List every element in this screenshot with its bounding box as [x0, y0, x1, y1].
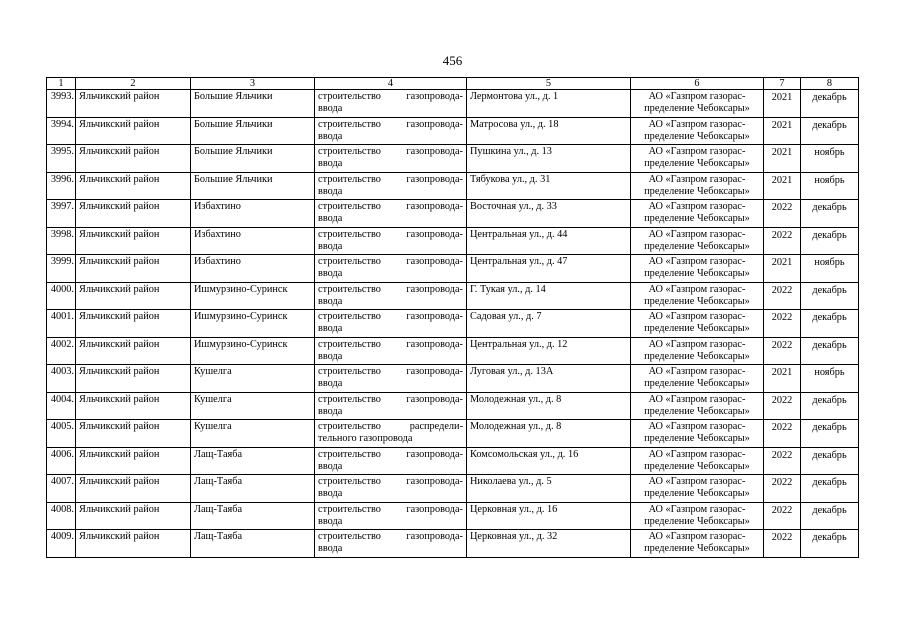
row-number-cell: 4003. — [47, 365, 76, 393]
month-cell: декабрь — [801, 392, 859, 420]
work-type-cell: строительство газопровода-ввода — [315, 337, 467, 365]
table-row — [47, 200, 859, 228]
locality-cell: Ишмурзино-Суринск — [191, 337, 315, 365]
work-type-cell: строительство газопровода-ввода — [315, 90, 467, 118]
column-header: 8 — [801, 78, 859, 90]
month-cell: декабрь — [801, 530, 859, 558]
district-cell: Яльчикский район — [76, 530, 191, 558]
organization-cell: АО «Газпром газорас-пределение Чебоксары» — [631, 420, 764, 448]
table-body — [47, 90, 859, 558]
column-header: 7 — [764, 78, 801, 90]
organization-cell: АО «Газпром газорас-пределение Чебоксары» — [631, 365, 764, 393]
column-header: 6 — [631, 78, 764, 90]
row-number-cell: 4007. — [47, 475, 76, 503]
column-header: 5 — [467, 78, 631, 90]
year-cell: 2022 — [764, 310, 801, 338]
work-type-cell: строительство газопровода-ввода — [315, 172, 467, 200]
organization-cell: АО «Газпром газорас-пределение Чебоксары» — [631, 227, 764, 255]
row-number-cell: 3998. — [47, 227, 76, 255]
year-cell: 2021 — [764, 145, 801, 173]
table-row — [47, 337, 859, 365]
table-row — [47, 227, 859, 255]
work-type-cell: строительство газопровода-ввода — [315, 282, 467, 310]
organization-cell: АО «Газпром газорас-пределение Чебоксары» — [631, 117, 764, 145]
locality-cell: Избахтино — [191, 227, 315, 255]
district-cell: Яльчикский район — [76, 447, 191, 475]
address-cell: Тябукова ул., д. 31 — [467, 172, 631, 200]
district-cell: Яльчикский район — [76, 145, 191, 173]
row-number-cell: 3993. — [47, 90, 76, 118]
year-cell: 2022 — [764, 502, 801, 530]
work-type-cell: строительство газопровода-ввода — [315, 145, 467, 173]
organization-cell: АО «Газпром газорас-пределение Чебоксары» — [631, 200, 764, 228]
year-cell: 2021 — [764, 365, 801, 393]
district-cell: Яльчикский район — [76, 475, 191, 503]
month-cell: декабрь — [801, 310, 859, 338]
year-cell: 2021 — [764, 117, 801, 145]
district-cell: Яльчикский район — [76, 502, 191, 530]
column-header: 3 — [191, 78, 315, 90]
year-cell: 2022 — [764, 447, 801, 475]
table-row — [47, 90, 859, 118]
address-cell: Центральная ул., д. 12 — [467, 337, 631, 365]
district-cell: Яльчикский район — [76, 420, 191, 448]
table-row — [47, 475, 859, 503]
gas-construction-table — [46, 77, 859, 558]
month-cell: декабрь — [801, 90, 859, 118]
organization-cell: АО «Газпром газорас-пределение Чебоксары» — [631, 392, 764, 420]
address-cell: Восточная ул., д. 33 — [467, 200, 631, 228]
work-type-cell: строительство газопровода-ввода — [315, 530, 467, 558]
row-number-cell: 4008. — [47, 502, 76, 530]
district-cell: Яльчикский район — [76, 90, 191, 118]
work-type-cell: строительство газопровода-ввода — [315, 310, 467, 338]
work-type-cell: строительство распредели-тельного газопровода — [315, 420, 467, 448]
work-type-cell: строительство газопровода-ввода — [315, 117, 467, 145]
year-cell: 2022 — [764, 227, 801, 255]
work-type-cell: строительство газопровода-ввода — [315, 502, 467, 530]
work-type-cell: строительство газопровода-ввода — [315, 447, 467, 475]
row-number-cell: 4006. — [47, 447, 76, 475]
locality-cell: Кушелга — [191, 392, 315, 420]
table-row — [47, 255, 859, 283]
column-header: 2 — [76, 78, 191, 90]
address-cell: Садовая ул., д. 7 — [467, 310, 631, 338]
month-cell: ноябрь — [801, 145, 859, 173]
year-cell: 2022 — [764, 420, 801, 448]
table-row — [47, 420, 859, 448]
table-row — [47, 365, 859, 393]
locality-cell: Лащ-Таяба — [191, 475, 315, 503]
month-cell: декабрь — [801, 447, 859, 475]
column-header: 1 — [47, 78, 76, 90]
locality-cell: Избахтино — [191, 255, 315, 283]
month-cell: декабрь — [801, 420, 859, 448]
column-header: 4 — [315, 78, 467, 90]
row-number-cell: 3996. — [47, 172, 76, 200]
table-row — [47, 447, 859, 475]
table-row — [47, 392, 859, 420]
locality-cell: Лащ-Таяба — [191, 502, 315, 530]
year-cell: 2022 — [764, 282, 801, 310]
month-cell: ноябрь — [801, 365, 859, 393]
organization-cell: АО «Газпром газорас-пределение Чебоксары» — [631, 172, 764, 200]
table-row — [47, 282, 859, 310]
address-cell: Центральная ул., д. 44 — [467, 227, 631, 255]
month-cell: декабрь — [801, 117, 859, 145]
district-cell: Яльчикский район — [76, 227, 191, 255]
district-cell: Яльчикский район — [76, 310, 191, 338]
organization-cell: АО «Газпром газорас-пределение Чебоксары» — [631, 145, 764, 173]
table-row — [47, 117, 859, 145]
row-number-cell: 4004. — [47, 392, 76, 420]
district-cell: Яльчикский район — [76, 117, 191, 145]
row-number-cell: 3999. — [47, 255, 76, 283]
organization-cell: АО «Газпром газорас-пределение Чебоксары» — [631, 475, 764, 503]
address-cell: Церковная ул., д. 16 — [467, 502, 631, 530]
district-cell: Яльчикский район — [76, 392, 191, 420]
organization-cell: АО «Газпром газорас-пределение Чебоксары» — [631, 447, 764, 475]
table-row — [47, 502, 859, 530]
year-cell: 2022 — [764, 392, 801, 420]
address-cell: Николаева ул., д. 5 — [467, 475, 631, 503]
address-cell: Молодежная ул., д. 8 — [467, 420, 631, 448]
row-number-cell: 4005. — [47, 420, 76, 448]
address-cell: Молодежная ул., д. 8 — [467, 392, 631, 420]
month-cell: декабрь — [801, 200, 859, 228]
year-cell: 2021 — [764, 172, 801, 200]
locality-cell: Избахтино — [191, 200, 315, 228]
organization-cell: АО «Газпром газорас-пределение Чебоксары» — [631, 255, 764, 283]
locality-cell: Большие Яльчики — [191, 172, 315, 200]
address-cell: Церковная ул., д. 32 — [467, 530, 631, 558]
address-cell: Центральная ул., д. 47 — [467, 255, 631, 283]
work-type-cell: строительство газопровода-ввода — [315, 365, 467, 393]
organization-cell: АО «Газпром газорас-пределение Чебоксары» — [631, 282, 764, 310]
year-cell: 2022 — [764, 337, 801, 365]
organization-cell: АО «Газпром газорас-пределение Чебоксары» — [631, 90, 764, 118]
month-cell: декабрь — [801, 227, 859, 255]
locality-cell: Лащ-Таяба — [191, 447, 315, 475]
organization-cell: АО «Газпром газорас-пределение Чебоксары» — [631, 337, 764, 365]
month-cell: декабрь — [801, 337, 859, 365]
month-cell: ноябрь — [801, 255, 859, 283]
locality-cell: Кушелга — [191, 365, 315, 393]
district-cell: Яльчикский район — [76, 200, 191, 228]
address-cell: Пушкина ул., д. 13 — [467, 145, 631, 173]
district-cell: Яльчикский район — [76, 337, 191, 365]
month-cell: ноябрь — [801, 172, 859, 200]
locality-cell: Лащ-Таяба — [191, 530, 315, 558]
locality-cell: Большие Яльчики — [191, 145, 315, 173]
work-type-cell: строительство газопровода-ввода — [315, 475, 467, 503]
month-cell: декабрь — [801, 475, 859, 503]
district-cell: Яльчикский район — [76, 172, 191, 200]
address-cell: Комсомольская ул., д. 16 — [467, 447, 631, 475]
locality-cell: Ишмурзино-Суринск — [191, 282, 315, 310]
district-cell: Яльчикский район — [76, 365, 191, 393]
row-number-cell: 4009. — [47, 530, 76, 558]
year-cell: 2021 — [764, 90, 801, 118]
year-cell: 2021 — [764, 255, 801, 283]
column-number-row — [47, 78, 859, 90]
row-number-cell: 3997. — [47, 200, 76, 228]
locality-cell: Кушелга — [191, 420, 315, 448]
row-number-cell: 4002. — [47, 337, 76, 365]
month-cell: декабрь — [801, 502, 859, 530]
row-number-cell: 3994. — [47, 117, 76, 145]
year-cell: 2022 — [764, 200, 801, 228]
organization-cell: АО «Газпром газорас-пределение Чебоксары» — [631, 530, 764, 558]
year-cell: 2022 — [764, 530, 801, 558]
address-cell: Г. Тукая ул., д. 14 — [467, 282, 631, 310]
table-row — [47, 145, 859, 173]
organization-cell: АО «Газпром газорас-пределение Чебоксары» — [631, 310, 764, 338]
work-type-cell: строительство газопровода-ввода — [315, 392, 467, 420]
work-type-cell: строительство газопровода-ввода — [315, 255, 467, 283]
locality-cell: Большие Яльчики — [191, 117, 315, 145]
address-cell: Лермонтова ул., д. 1 — [467, 90, 631, 118]
month-cell: декабрь — [801, 282, 859, 310]
row-number-cell: 3995. — [47, 145, 76, 173]
table-row — [47, 172, 859, 200]
year-cell: 2022 — [764, 475, 801, 503]
work-type-cell: строительство газопровода-ввода — [315, 200, 467, 228]
work-type-cell: строительство газопровода-ввода — [315, 227, 467, 255]
row-number-cell: 4000. — [47, 282, 76, 310]
organization-cell: АО «Газпром газорас-пределение Чебоксары» — [631, 502, 764, 530]
locality-cell: Ишмурзино-Суринск — [191, 310, 315, 338]
table-row — [47, 310, 859, 338]
district-cell: Яльчикский район — [76, 255, 191, 283]
district-cell: Яльчикский район — [76, 282, 191, 310]
table-row — [47, 530, 859, 558]
address-cell: Матросова ул., д. 18 — [467, 117, 631, 145]
locality-cell: Большие Яльчики — [191, 90, 315, 118]
address-cell: Луговая ул., д. 13А — [467, 365, 631, 393]
page-number: 456 — [442, 53, 463, 68]
row-number-cell: 4001. — [47, 310, 76, 338]
